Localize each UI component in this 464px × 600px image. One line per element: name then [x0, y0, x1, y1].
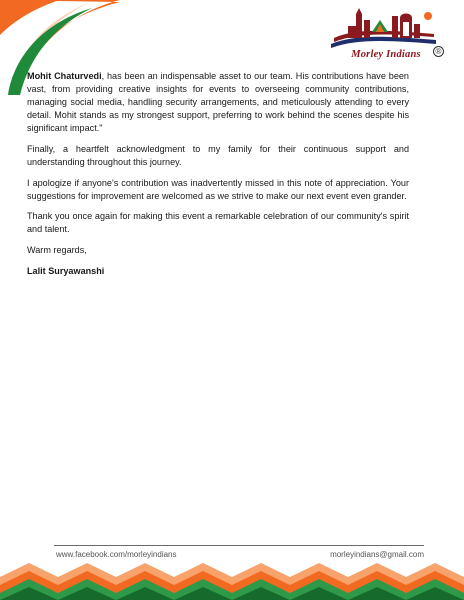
- footer-email[interactable]: morleyindians@gmail.com: [330, 550, 424, 559]
- logo-skyline-icon: [326, 6, 446, 52]
- paragraph-thanks: Thank you once again for making this event a remarkable celebration of our community's spirit and talent.: [27, 211, 409, 235]
- letter-body: [27, 70, 409, 285]
- closing-line: Warm regards,: [27, 245, 87, 256]
- paragraph-apology: I apologize if anyone's contribution was inadvertently missed in this note of appreciation. Your suggestions for improvement are welcomed as we strive to make our next event even grander.: [27, 177, 409, 201]
- paragraph-family: Finally, a heartfelt acknowledgment to my family for their continuous support and understanding throughout this journey.: [27, 143, 409, 168]
- signature-name: Lalit Suryawanshi: [27, 265, 105, 276]
- footer-website[interactable]: www.facebook.com/morleyindians: [56, 550, 177, 559]
- paragraph-mohit: [27, 70, 409, 135]
- logo-wordmark: Morley Indians: [351, 49, 421, 60]
- footer-divider: [54, 545, 424, 546]
- paragraph-mohit-text: , has been an indispensable asset to our team. His contributions have been vast, from providing creative insights for events to overseeing community contributions, managing social media, handling security arrangements, and meticulously attending to every detail. Mohit stands as my strongest support, preferring to work behind the scenes despite his significant impact.": [27, 71, 409, 134]
- name-mohit: Mohit Chaturvedi: [27, 71, 102, 81]
- tricolour-zigzag-band-decoration: [0, 563, 464, 600]
- registered-mark: ®: [433, 46, 444, 57]
- morley-indians-logo: [326, 6, 446, 68]
